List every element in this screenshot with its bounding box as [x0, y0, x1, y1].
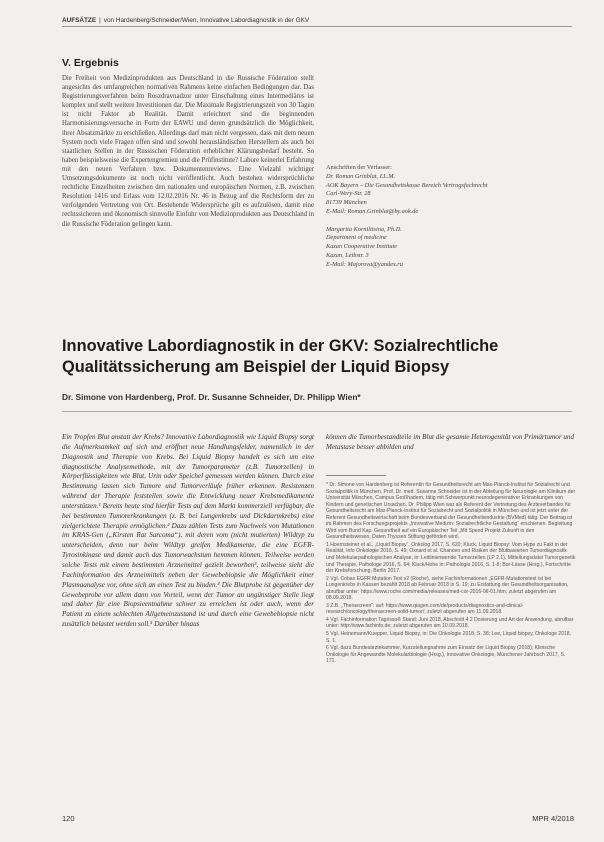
title-divider	[62, 411, 572, 412]
address-line: 81739 München	[326, 199, 367, 207]
abstract-text-continued: können die Tumorbestandteile im Blut die gesamte Heterogenität von Primärtumor und Metastase besser abbilden und	[326, 433, 574, 451]
footnote: * Dr. Simone von Hardenberg ist Referentin für Gesundheitsrecht am Max-Planck-Institut für Sozialrecht und Sozialpolitik in München. Prof. Dr. med. Susanne Schneider ist in der Abteilung für Neurologie am Klinikum der Universität München, Campus Großhadern, tätig mit Schwerpunkt neurodegenerativer Erkrankungen von Kindern und genetischen Ursachen. Dr. Philipp Wien war als Referent der Vertretung des Ärzteverbandes für Gesundheitsrecht am Max-Planck-Institut für Sozialrecht und Sozialpolitik in München und ist jetzt unter der Referent Gesundheitswirtschaft beim Bundesverband der Gesundheitsindustrie (BVMed) tätig. Der Beitrag ist im Rahmen des Forschungsprojekts „Innovative Medizin: Sozialrechtliche Gestaltung“ erschienen. Begleitung Wird vom Bund Kap. Gesundheit auf ein Europäischer Teil „Mit Spend Projekt Zukunft in den Gesundheitswesen, Daten Thyssen Stiftung gefördert wird.	[326, 482, 576, 541]
address-line: Kazan Cooperative Institute	[326, 243, 398, 251]
footnote-divider	[326, 475, 386, 476]
address-line: Margarita Kornilitsina, Ph.D.	[326, 225, 402, 233]
running-header	[62, 17, 572, 27]
address-line	[326, 217, 487, 226]
footnote: 2 Vgl. Cobas EGFR Mutation Test v2 (Roche), siehe Fachinformationen „EGFR-Mutationstest ist bei Lungenkrebs in Kassen bezahlt 2018 ab Februar 2018 in S. 19; zu Erstattung der Gesundheitsorganisation, abrufbar unter: https://www.roche.com/media/releases/med-cor-2016-06-01.htm; zuletzt abgerufen am 08.09.2018.	[326, 575, 569, 602]
abstract-text: Ein Tropfen Blut anstatt der Krebs? Innovative Labordiagnostik wie Liquid Biopsy sorgt die Aufmerksamkeit auf sich und eröffnet neue Handlungsfelder, namentlich in der Diagnostik und Therapie von Krebs. Bei Liquid Biopsy handelt es sich um eine diagnostische Analysemethode, mit der Tumorparameter (z.B. Tumorzellen) in Körperflüssigkeiten wie Blut, Urin oder Speichel gemessen werden können. Durch eine Bestimmung lassen sich Tumore und Tumorverläufe früher erkennen. Resistenzen während der Therapie feststellen sowie die Entwicklung neuer Krebsmedikamente unterstützen.¹ Bereits heute sind hierfür Tests auf dem Markt kommerziell verfügbar, die bei bestimmten Tumorerkrankungen (z. B. bei Lungenkrebs und Dickdarmkrebs) eine zielgerichtete Therapie ermöglichen.² Dazu zählen Tests zum Nachweis von Mutationen im KRAS-Gen („Kirsten Rat Sarcoma“), mit deren vom (nicht mutierten) Wildtyp zu unterscheiden, denn nur beim Wildtyp greifen Medikamente, die eine EGFR-Tyrosinkinase und damit auch das Tumorwachstum hemmen können. Teilweise werden solche Tests mit einem bestimmten Arzneimittel gezielt beworben³, teilweise sieht die Fachinformation des Arzneimittels neben der Gewebebiopsie die Möglichkeit einer Plasmaanalyse vor, ohne sich an einen Test zu binden.⁴ Die Blutprobe ist gegenüber der Gewebeprobe vor allem dann von Vorteil, wenn der Tumor an ungünstiger Stelle liegt und daher für eine Biopsieentnahme schwer zu erreichen ist oder auch, wenn der Patient zu einem schlechten Allgemeinzustand ist und durch eine Gewebebiopsie nicht zusätzlich belastet werden soll.⁵ Darüber hinaus	[62, 433, 314, 629]
footnote: 4 Vgl. Fachinformation Tagrisso® Stand: Juni 2018, Abschnitt 4.2 Dosierung und Art der Anwendung, abrufbar unter: http://www.fachinfo.de; zuletzt abgerufen am 10.09.2018.	[326, 616, 574, 630]
conclusion-text-left: Die Freiheit von Medizinprodukten aus Deutschland in die Russische Föderation stellt angesichts des umfangreichen normativen Rahmens keine einfachen Bedingungen dar. Das Registrierungsverfahren beim Roszdravnadzor unter Einschaltung eines Intermediäres ist komplex und stellt weitere Investitionen dar. Die Maximale Registrierungszeit von 30 Tagen ist nicht Faktor ab Realität. Damit erleichtert sind die beginnenden Harmonisierungsversuche in Form der EAWU und deren grundsätzlich die Möglichkeit, ihrer Absatzmärkte zu erschließen. Allerdings darf man nicht vergessen, dass mit dem neuen System noch viele Fragen offen sind und sowohl herausländischen Herstellern als auch bei staatlichen Stellen in der Russischen Föderation erheblicher Klärungsbedarf besteht. So haben beispielsweise die Expertengremien und die Prüfinstitute? Labore keinerlei Erfahrung mit den neuen Verfahren bzw. Dokumentenreviews. Eine Vielzahl wichtiger Umsetzungsdokumente ist noch nicht veröffentlicht. Auch bestehen widersprüchliche rechtliche Einzelheiten zwischen den nationalen und europäischen Normen, z.B. zwischen Resolution 1416 und Erlass vom 12.02.2016 Nr. 46 in Bezug auf die Rechtsform der zu verfolgenden Vertretung von Ort. Bestehende Widersprüche gilt es aufzulösen, damit eine rechtssicheren und ökonomisch sinnvolle Einfuhr von Medizinprodukten aus Deutschland in die Russische Föderation gelingen kann.	[62, 75, 314, 228]
abstract-right-column	[326, 433, 574, 457]
address-line: AOK Bayern – Die Gesundheitskasse Bereich Vertragsfachrecht	[326, 181, 488, 189]
article-title-line: Innovative Labordiagnostik in der GKV: Sozialrechtliche	[62, 337, 499, 355]
previous-article-text-right	[326, 47, 574, 155]
address-line: E-Mail: Majorova@yandex.ru	[326, 260, 403, 268]
address-line: Anschriften der Verfasser:	[326, 164, 392, 171]
address-line: E-Mail: Roman.Grinblat@by.aok.de	[326, 207, 419, 215]
header-separator: |	[99, 17, 101, 24]
author-addresses	[326, 164, 487, 270]
address-line: Carl-Wery-Str. 28	[326, 190, 371, 198]
section-heading: V. Ergebnis	[62, 57, 119, 69]
abstract-left-column	[62, 433, 314, 803]
header-section: AUFSÄTZE	[62, 17, 97, 24]
article-title-line: Qualitätssicherung am Beispiel der Liquid Biopsy	[62, 358, 450, 376]
address-line: Dr. Roman Grinblat, LL.M.	[326, 172, 396, 180]
article-title	[62, 336, 582, 378]
footnote: 3 Z.B. „Therascreen“: auf: https://www.qiagen.com/de/products/diagnostics-and-clinical-research/oncology/therascreen-solid-tumor/; zuletzt abgerufen am 11.09.2018.	[326, 602, 524, 616]
page-number: 120	[62, 814, 75, 823]
journal-issue: MPR 4/2018	[532, 814, 574, 823]
article-authors: Dr. Simone von Hardenberg, Prof. Dr. Susanne Schneider, Dr. Philipp Wien*	[62, 392, 361, 402]
footnote: 6 Vgl. dazu Bundesärztekammer, Kurzstellungnahme zum Einsatz der Liquid Biopsy (2018); Klinische Onkologie für Angewandte Molekularbiologie (Hrsg.), Innovative Onkologie, Münchener Jahrbuch 2017, S. 171.	[326, 645, 566, 665]
header-running-title: von Hardenberg/Schneider/Wien, Innovative Labordiagnostik in der GKV	[103, 17, 310, 24]
footnotes	[326, 482, 576, 807]
footnote: 5 Vgl. Heinemann/Kuepper, Liquid Biopsy, in: Die Onkologie 2018, S. 38; Lee, Liquid biopsy, Onkologe 2018, S. 1.	[326, 631, 572, 644]
footnote: 1 Hoernsteiner et al., „Liquid Biopsy“, Onkolog 2017, S. 620; Kluck, Liquid Biopsy: Vom Hype zu Fakt in der Realität, Info Onkologie 2016, S. 49; Oxnard et al. Chancen und Risiken der Blutbasierten Tumordiagnostik und Molekularpathologischen Analyse, in: Leitlinienwende Tumorzellen (LP 2.1), Mitteilungsdatei Tumorgenetik und Therapie, Pathologe 2016, S. 64; Kluck/Hohe in: Pathologie 2016, S. 1-8; Bor-Lässe (Hrsg.), Fortschritte der Krebsforschung, Berlin 2017.	[326, 541, 576, 575]
address-line: Department of medicine	[326, 234, 387, 242]
previous-article-text-left	[62, 74, 314, 340]
address-line: Kazan, Leibstr. 3	[326, 251, 369, 259]
